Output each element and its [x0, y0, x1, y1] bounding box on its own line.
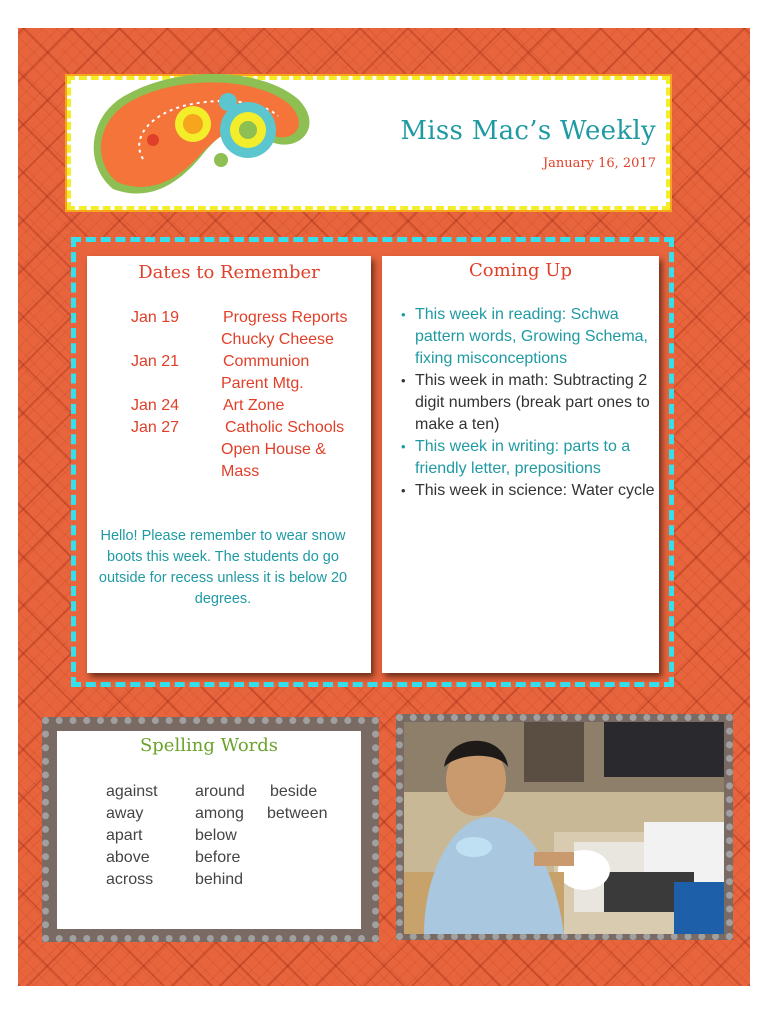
- date-event: Mass: [221, 463, 260, 480]
- classroom-photo: [404, 722, 724, 934]
- date-item: [131, 351, 348, 395]
- date-event: Communion: [223, 353, 310, 370]
- list-item: • This week in reading: Schwa pattern words, Growing Schema, fixing misconceptions: [400, 304, 656, 370]
- spelling-column: [267, 781, 328, 825]
- spelling-word: between: [267, 805, 328, 822]
- spelling-word: below: [195, 827, 237, 844]
- spelling-word: above: [106, 849, 150, 866]
- date-event: Art Zone: [223, 397, 285, 414]
- reminder-note: Hello! Please remember to wear snow boots this week. The students do go outside for recess unless it is below 20 degrees.: [98, 528, 348, 607]
- date-day: Jan 27: [131, 419, 180, 436]
- dates-list: [131, 307, 348, 483]
- dates-heading: Dates to Remember: [138, 262, 320, 283]
- date-event: Progress Reports: [223, 309, 348, 326]
- spelling-word: beside: [270, 783, 318, 800]
- spelling-word: away: [106, 805, 144, 822]
- spelling-column: [195, 781, 245, 891]
- list-item: • This week in math: Subtracting 2 digit numbers (break part ones to make a ten): [400, 370, 656, 436]
- date-day: Jan 21: [131, 353, 180, 370]
- date-event: Chucky Cheese: [221, 331, 334, 348]
- date-day: Jan 19: [131, 309, 180, 326]
- list-item: • This week in writing: parts to a friendly letter, prepositions: [400, 436, 656, 480]
- header-banner: [67, 76, 670, 210]
- date-item: [131, 417, 348, 483]
- spelling-word: behind: [195, 871, 244, 888]
- paisley-decoration: [73, 54, 323, 214]
- date-item: [131, 307, 348, 351]
- spelling-column: [106, 781, 158, 891]
- coming-up-heading: Coming Up: [469, 260, 572, 281]
- date-day: Jan 24: [131, 397, 180, 414]
- spelling-word: across: [106, 871, 154, 888]
- spelling-word: apart: [106, 827, 143, 844]
- spelling-word: before: [195, 849, 241, 866]
- list-item: • This week in science: Water cycle: [400, 480, 656, 502]
- newsletter-title: Miss Mac’s Weekly: [400, 116, 656, 146]
- spelling-card: [57, 731, 361, 929]
- coming-up-list: [400, 304, 656, 502]
- date-event: Open House &: [221, 441, 326, 458]
- date-item: [131, 395, 348, 417]
- spelling-word: among: [195, 805, 244, 822]
- spelling-heading: Spelling Words: [139, 735, 279, 756]
- date-event: Parent Mtg.: [221, 375, 304, 392]
- spelling-word: around: [195, 783, 245, 800]
- spelling-word: against: [106, 783, 158, 800]
- date-event: Catholic Schools: [225, 419, 345, 436]
- dates-card: [87, 256, 371, 673]
- newsletter-date: January 16, 2017: [542, 156, 656, 171]
- coming-up-card: [382, 256, 659, 673]
